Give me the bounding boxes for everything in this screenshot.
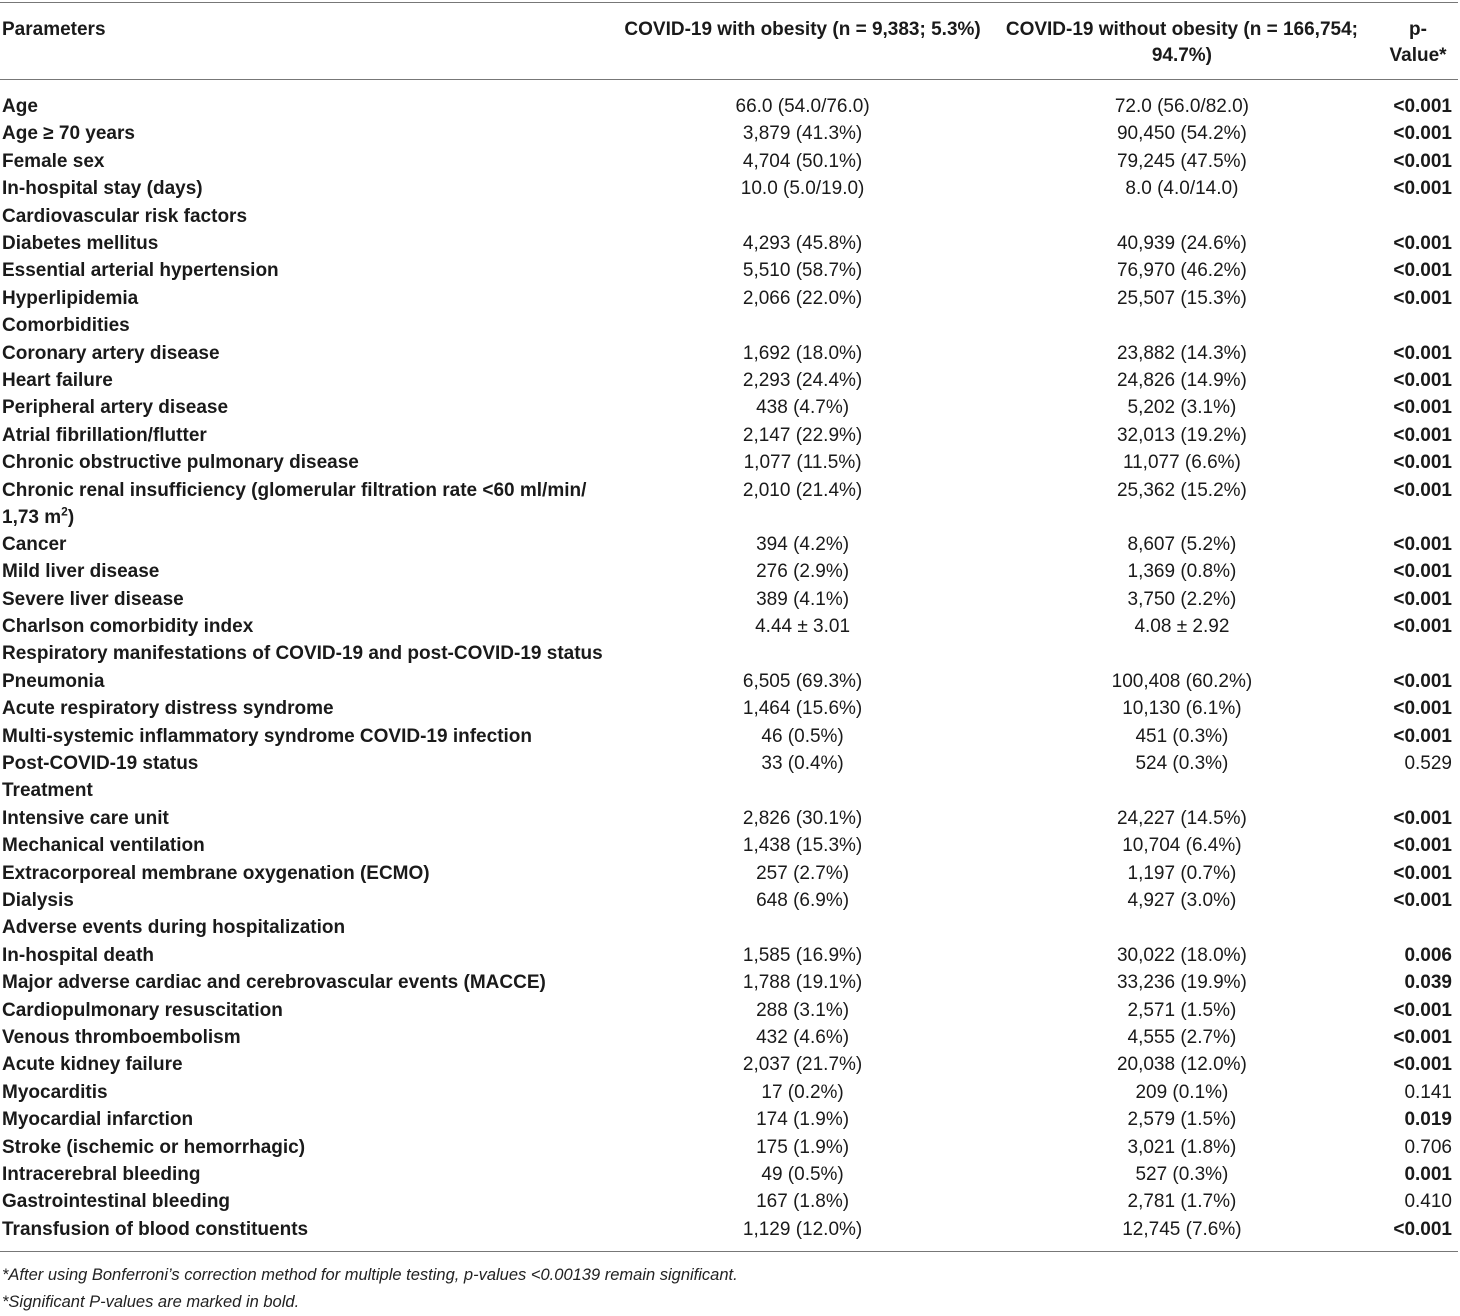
without-obesity-cell <box>986 914 1380 941</box>
p-value-cell: <0.001 <box>1393 862 1452 884</box>
parameter-label: Diabetes mellitus <box>2 233 159 255</box>
parameter-cell <box>0 860 621 887</box>
table-row <box>0 887 1458 914</box>
without-obesity-cell: 8,607 (5.2%) <box>1127 533 1237 555</box>
without-obesity-cell: 12,745 (7.6%) <box>986 1216 1380 1252</box>
without-obesity-cell: 25,507 (15.3%) <box>1116 287 1247 309</box>
with-obesity-cell: 6,505 (69.3%) <box>742 670 863 692</box>
table-row <box>0 695 1458 722</box>
p-value-cell: <0.001 <box>1393 424 1452 446</box>
with-obesity-cell: 648 (6.9%) <box>756 889 850 911</box>
table-row <box>0 750 1458 777</box>
parameter-cell <box>0 120 621 147</box>
table-row <box>0 586 1458 613</box>
header-without-obesity: COVID-19 without obesity (n = 166,754; 94.7%) <box>986 3 1380 80</box>
table-row <box>0 422 1458 449</box>
table-row <box>0 1024 1458 1051</box>
p-value-cell <box>1380 203 1458 230</box>
table-row <box>0 120 1458 147</box>
section-heading <box>0 914 621 941</box>
table-row <box>0 148 1458 175</box>
parameter-cell <box>0 1134 621 1161</box>
parameter-cell <box>0 695 621 722</box>
parameter-label: Major adverse cardiac and cerebrovascular events (MACCE) <box>2 972 546 994</box>
table-row <box>0 477 1458 531</box>
table-row <box>0 668 1458 695</box>
with-obesity-cell: 3,879 (41.3%) <box>742 123 863 145</box>
table-row <box>0 1134 1458 1161</box>
table-body <box>0 80 1458 1252</box>
p-value-cell: <0.001 <box>1393 999 1452 1021</box>
table-row <box>0 1161 1458 1188</box>
table-row <box>0 997 1458 1024</box>
parameter-label: Peripheral artery disease <box>2 397 229 419</box>
without-obesity-cell <box>986 312 1380 339</box>
table-row <box>0 1079 1458 1106</box>
with-obesity-cell: 4,704 (50.1%) <box>742 150 863 172</box>
superscript: 2 <box>61 504 68 519</box>
parameter-label: Cardiopulmonary resuscitation <box>2 999 283 1021</box>
without-obesity-cell: 3,750 (2.2%) <box>1127 588 1237 610</box>
with-obesity-cell: 4,293 (45.8%) <box>742 233 863 255</box>
p-value-cell: <0.001 <box>1393 370 1452 392</box>
parameter-cell <box>0 969 621 996</box>
section-heading <box>0 203 621 230</box>
with-obesity-cell: 5,510 (58.7%) <box>742 260 863 282</box>
with-obesity-cell: 4.44 ± 3.01 <box>755 615 851 637</box>
p-value-cell: 0.141 <box>1404 1081 1452 1103</box>
parameter-cell <box>0 1188 621 1215</box>
parameter-cell <box>0 558 621 585</box>
parameter-cell <box>0 1106 621 1133</box>
table-row <box>0 340 1458 367</box>
parameter-cell <box>0 367 621 394</box>
parameter-label: Mild liver disease <box>2 561 160 583</box>
without-obesity-cell: 3,021 (1.8%) <box>1127 1136 1237 1158</box>
table-row <box>0 257 1458 284</box>
parameter-cell <box>0 148 621 175</box>
with-obesity-cell: 2,066 (22.0%) <box>742 287 863 309</box>
p-value-cell: <0.001 <box>1393 342 1452 364</box>
with-obesity-cell: 288 (3.1%) <box>756 999 850 1021</box>
section-heading <box>0 640 621 667</box>
with-obesity-cell: 17 (0.2%) <box>761 1081 844 1103</box>
section-heading <box>0 312 621 339</box>
parameter-label: Intensive care unit <box>2 807 169 829</box>
parameter-cell <box>0 1079 621 1106</box>
parameter-label: Post-COVID-19 status <box>2 752 199 774</box>
p-value-cell: <0.001 <box>1393 123 1452 145</box>
table-row <box>0 1188 1458 1215</box>
p-value-cell: <0.001 <box>1393 397 1452 419</box>
with-obesity-cell <box>621 777 985 804</box>
p-value-cell: <0.001 <box>1393 889 1452 911</box>
without-obesity-cell <box>986 203 1380 230</box>
parameter-cell <box>0 531 621 558</box>
parameter-label: Myocarditis <box>2 1081 108 1103</box>
parameter-cell <box>0 832 621 859</box>
table-row <box>0 969 1458 996</box>
table-row <box>0 914 1458 941</box>
parameter-cell <box>0 449 621 476</box>
with-obesity-cell: 1,438 (15.3%) <box>742 835 863 857</box>
parameter-label: In-hospital death <box>2 944 154 966</box>
p-value-cell: <0.001 <box>1393 807 1452 829</box>
p-value-cell: <0.001 <box>1393 150 1452 172</box>
parameter-label: Atrial fibrillation/flutter <box>2 424 207 446</box>
with-obesity-cell: 46 (0.5%) <box>761 725 844 747</box>
with-obesity-cell: 10.0 (5.0/19.0) <box>740 178 865 200</box>
with-obesity-cell <box>621 312 985 339</box>
with-obesity-cell <box>621 914 985 941</box>
p-value-cell <box>1380 312 1458 339</box>
parameter-label: Mechanical ventilation <box>2 835 205 857</box>
p-value-cell: 0.001 <box>1404 1164 1452 1186</box>
without-obesity-cell: 1,197 (0.7%) <box>1127 862 1237 884</box>
with-obesity-cell: 174 (1.9%) <box>756 1109 850 1131</box>
with-obesity-cell <box>621 640 985 667</box>
with-obesity-cell: 394 (4.2%) <box>756 533 850 555</box>
table-row <box>0 805 1458 832</box>
without-obesity-cell: 23,882 (14.3%) <box>1116 342 1247 364</box>
without-obesity-cell <box>986 640 1380 667</box>
table-row <box>0 230 1458 257</box>
p-value-cell: <0.001 <box>1393 1054 1452 1076</box>
table-row <box>0 558 1458 585</box>
parameter-label: Intracerebral bleeding <box>2 1164 201 1186</box>
parameter-label: Cancer <box>2 533 67 555</box>
p-value-cell: <0.001 <box>1393 561 1452 583</box>
parameter-cell <box>0 805 621 832</box>
parameter-label: Transfusion of blood constituents <box>2 1218 309 1240</box>
table-row <box>0 449 1458 476</box>
parameter-cell <box>0 285 621 312</box>
with-obesity-cell: 432 (4.6%) <box>756 1027 850 1048</box>
table-row <box>0 777 1458 804</box>
table-row <box>0 312 1458 339</box>
table-row <box>0 531 1458 558</box>
parameter-cell <box>0 340 621 367</box>
parameter-label: Charlson comorbidity index <box>2 615 254 637</box>
header-with-obesity: COVID-19 with obesity (n = 9,383; 5.3%) <box>621 3 985 80</box>
table-row <box>0 942 1458 969</box>
parameter-label: Adverse events during hospitalization <box>2 917 346 939</box>
without-obesity-cell: 5,202 (3.1%) <box>1127 397 1237 419</box>
table-row <box>0 832 1458 859</box>
p-value-cell <box>1380 914 1458 941</box>
without-obesity-cell: 24,826 (14.9%) <box>1116 370 1247 392</box>
without-obesity-cell: 24,227 (14.5%) <box>1116 807 1247 829</box>
p-value-cell <box>1380 777 1458 804</box>
p-value-cell <box>1380 640 1458 667</box>
header-row <box>0 3 1458 80</box>
parameter-label: Heart failure <box>2 370 113 392</box>
with-obesity-cell: 2,037 (21.7%) <box>742 1054 863 1076</box>
without-obesity-cell: 451 (0.3%) <box>1135 725 1229 747</box>
header-parameters: Parameters <box>0 3 621 80</box>
with-obesity-cell: 2,010 (21.4%) <box>742 479 863 501</box>
p-value-cell: <0.001 <box>1393 452 1452 474</box>
without-obesity-cell: 30,022 (18.0%) <box>1116 944 1247 966</box>
table-row <box>0 1051 1458 1078</box>
with-obesity-cell: 438 (4.7%) <box>756 397 850 419</box>
without-obesity-cell <box>986 777 1380 804</box>
with-obesity-cell: 167 (1.8%) <box>756 1191 850 1213</box>
parameter-cell <box>0 175 621 202</box>
without-obesity-cell: 20,038 (12.0%) <box>1116 1054 1247 1076</box>
without-obesity-cell: 33,236 (19.9%) <box>1116 972 1247 994</box>
without-obesity-cell: 2,579 (1.5%) <box>1127 1109 1237 1131</box>
parameter-cell <box>0 422 621 449</box>
without-obesity-cell: 4.08 ± 2.92 <box>1134 615 1230 637</box>
with-obesity-cell: 175 (1.9%) <box>756 1136 850 1158</box>
table-row <box>0 203 1458 230</box>
p-value-cell: <0.001 <box>1393 233 1452 255</box>
with-obesity-cell: 33 (0.4%) <box>761 752 844 774</box>
footnote-significance: *Significant P-values are marked in bold. <box>2 1293 300 1311</box>
with-obesity-cell: 2,293 (24.4%) <box>742 370 863 392</box>
parameter-cell <box>0 80 621 121</box>
with-obesity-cell: 1,077 (11.5%) <box>743 452 862 474</box>
parameter-cell <box>0 942 621 969</box>
footnotes <box>2 1262 738 1316</box>
parameter-label: Age <box>2 96 38 117</box>
parameter-label-end: ) <box>67 506 75 528</box>
parameter-cell <box>0 230 621 257</box>
parameter-label: Pneumonia <box>2 670 105 692</box>
p-value-cell: 0.706 <box>1404 1136 1452 1158</box>
parameter-label: Chronic renal insufficiency (glomerular filtration rate <60 ml/min/ <box>2 479 587 501</box>
parameter-label: Dialysis <box>2 889 74 911</box>
parameter-cell <box>0 668 621 695</box>
table-row <box>0 80 1458 121</box>
without-obesity-cell: 11,077 (6.6%) <box>1122 452 1241 474</box>
parameter-label: Stroke (ischemic or hemorrhagic) <box>2 1136 306 1158</box>
without-obesity-cell: 100,408 (60.2%) <box>1111 670 1253 692</box>
parameter-cell <box>0 1051 621 1078</box>
table-row <box>0 613 1458 640</box>
parameter-label: Acute respiratory distress syndrome <box>2 698 334 720</box>
p-value-cell: <0.001 <box>1393 698 1452 720</box>
section-heading <box>0 777 621 804</box>
p-value-cell: <0.001 <box>1393 1027 1452 1048</box>
p-value-cell: <0.001 <box>1393 670 1452 692</box>
p-value-cell: <0.001 <box>1380 1216 1458 1252</box>
without-obesity-cell: 25,362 (15.2%) <box>1116 479 1247 501</box>
with-obesity-cell: 49 (0.5%) <box>761 1164 844 1186</box>
table-row <box>0 285 1458 312</box>
footnote-bonferroni: *After using Bonferroni’s correction method for multiple testing, p-values <0.00139 remain significant. <box>2 1266 738 1284</box>
parameter-label: Age ≥ 70 years <box>2 123 135 145</box>
parameter-cell <box>0 723 621 750</box>
without-obesity-cell: 4,927 (3.0%) <box>1127 889 1237 911</box>
p-value-cell: <0.001 <box>1393 835 1452 857</box>
p-value-cell: 0.410 <box>1404 1191 1452 1213</box>
with-obesity-cell: 276 (2.9%) <box>756 561 850 583</box>
parameter-label-cont: 1,73 m <box>2 506 62 528</box>
parameter-label: Extracorporeal membrane oxygenation (ECMO) <box>2 862 430 884</box>
parameter-cell <box>0 750 621 777</box>
with-obesity-cell: 1,692 (18.0%) <box>742 342 863 364</box>
without-obesity-cell: 524 (0.3%) <box>1135 752 1229 774</box>
with-obesity-cell: 66.0 (54.0/76.0) <box>735 96 870 117</box>
without-obesity-cell: 527 (0.3%) <box>1135 1164 1229 1186</box>
with-obesity-cell: 1,788 (19.1%) <box>742 972 863 994</box>
with-obesity-cell: 257 (2.7%) <box>756 862 850 884</box>
p-value-cell: <0.001 <box>1393 178 1452 200</box>
p-value-cell: <0.001 <box>1393 260 1452 282</box>
parameter-label: Acute kidney failure <box>2 1054 183 1076</box>
without-obesity-cell: 72.0 (56.0/82.0) <box>1114 96 1249 117</box>
table-row <box>0 860 1458 887</box>
parameter-label: Essential arterial hypertension <box>2 260 279 282</box>
parameter-cell <box>0 997 621 1024</box>
p-value-cell: 0.006 <box>1404 944 1452 966</box>
table-row <box>0 367 1458 394</box>
without-obesity-cell: 32,013 (19.2%) <box>1116 424 1247 446</box>
table-row <box>0 640 1458 667</box>
without-obesity-cell: 40,939 (24.6%) <box>1116 233 1247 255</box>
with-obesity-cell: 389 (4.1%) <box>756 588 850 610</box>
without-obesity-cell: 76,970 (46.2%) <box>1116 260 1247 282</box>
p-value-cell: <0.001 <box>1393 533 1452 555</box>
without-obesity-cell: 79,245 (47.5%) <box>1116 150 1247 172</box>
parameter-cell <box>0 613 621 640</box>
p-value-cell: 0.039 <box>1404 972 1452 994</box>
with-obesity-cell: 1,585 (16.9%) <box>742 944 863 966</box>
results-table <box>0 2 1458 1252</box>
parameter-label: Myocardial infarction <box>2 1109 194 1131</box>
parameter-cell <box>0 1161 621 1188</box>
without-obesity-cell: 90,450 (54.2%) <box>1116 123 1247 145</box>
p-value-cell: 0.529 <box>1404 752 1452 774</box>
table-row <box>0 723 1458 750</box>
with-obesity-cell: 1,129 (12.0%) <box>621 1216 985 1252</box>
parameter-label: Severe liver disease <box>2 588 184 610</box>
without-obesity-cell: 1,369 (0.8%) <box>1127 561 1237 583</box>
header-p-value: p-Value* <box>1380 3 1458 80</box>
without-obesity-cell: 8.0 (4.0/14.0) <box>1125 178 1239 200</box>
p-value-cell: <0.001 <box>1393 287 1452 309</box>
with-obesity-cell <box>621 203 985 230</box>
p-value-cell: <0.001 <box>1393 725 1452 747</box>
parameter-label: Chronic obstructive pulmonary disease <box>2 452 359 474</box>
without-obesity-cell: 209 (0.1%) <box>1135 1081 1229 1103</box>
table-row <box>0 1216 1458 1252</box>
parameter-cell <box>0 477 621 531</box>
table-row <box>0 175 1458 202</box>
parameter-cell <box>0 887 621 914</box>
parameter-label: In-hospital stay (days) <box>2 178 203 200</box>
parameter-label: Female sex <box>2 150 105 172</box>
with-obesity-cell: 2,147 (22.9%) <box>742 424 863 446</box>
p-value-cell: <0.001 <box>1393 96 1452 117</box>
p-value-cell: <0.001 <box>1393 615 1452 637</box>
parameter-label: Multi-systemic inflammatory syndrome COVID-19 infection <box>2 725 533 747</box>
parameter-label: Respiratory manifestations of COVID-19 and post-COVID-19 status <box>2 643 603 665</box>
table-row <box>0 1106 1458 1133</box>
without-obesity-cell: 4,555 (2.7%) <box>1127 1027 1237 1048</box>
p-value-cell: <0.001 <box>1393 479 1452 501</box>
without-obesity-cell: 10,704 (6.4%) <box>1122 835 1242 857</box>
parameter-cell <box>0 1216 621 1252</box>
parameter-label: Treatment <box>2 780 93 802</box>
parameter-cell <box>0 257 621 284</box>
without-obesity-cell: 10,130 (6.1%) <box>1122 698 1242 720</box>
parameter-label: Venous thromboembolism <box>2 1027 241 1048</box>
without-obesity-cell: 2,781 (1.7%) <box>1127 1191 1237 1213</box>
p-value-cell: 0.019 <box>1404 1109 1452 1131</box>
parameter-cell <box>0 586 621 613</box>
table-header <box>0 3 1458 80</box>
parameter-cell <box>0 394 621 421</box>
with-obesity-cell: 2,826 (30.1%) <box>742 807 863 829</box>
without-obesity-cell: 2,571 (1.5%) <box>1127 999 1237 1021</box>
parameter-label: Hyperlipidemia <box>2 287 139 309</box>
parameter-cell <box>0 1024 621 1051</box>
parameter-label: Comorbidities <box>2 315 130 337</box>
p-value-cell: <0.001 <box>1393 588 1452 610</box>
parameter-label: Cardiovascular risk factors <box>2 205 248 227</box>
parameter-label: Coronary artery disease <box>2 342 220 364</box>
table-row <box>0 394 1458 421</box>
parameter-label: Gastrointestinal bleeding <box>2 1191 231 1213</box>
with-obesity-cell: 1,464 (15.6%) <box>742 698 863 720</box>
